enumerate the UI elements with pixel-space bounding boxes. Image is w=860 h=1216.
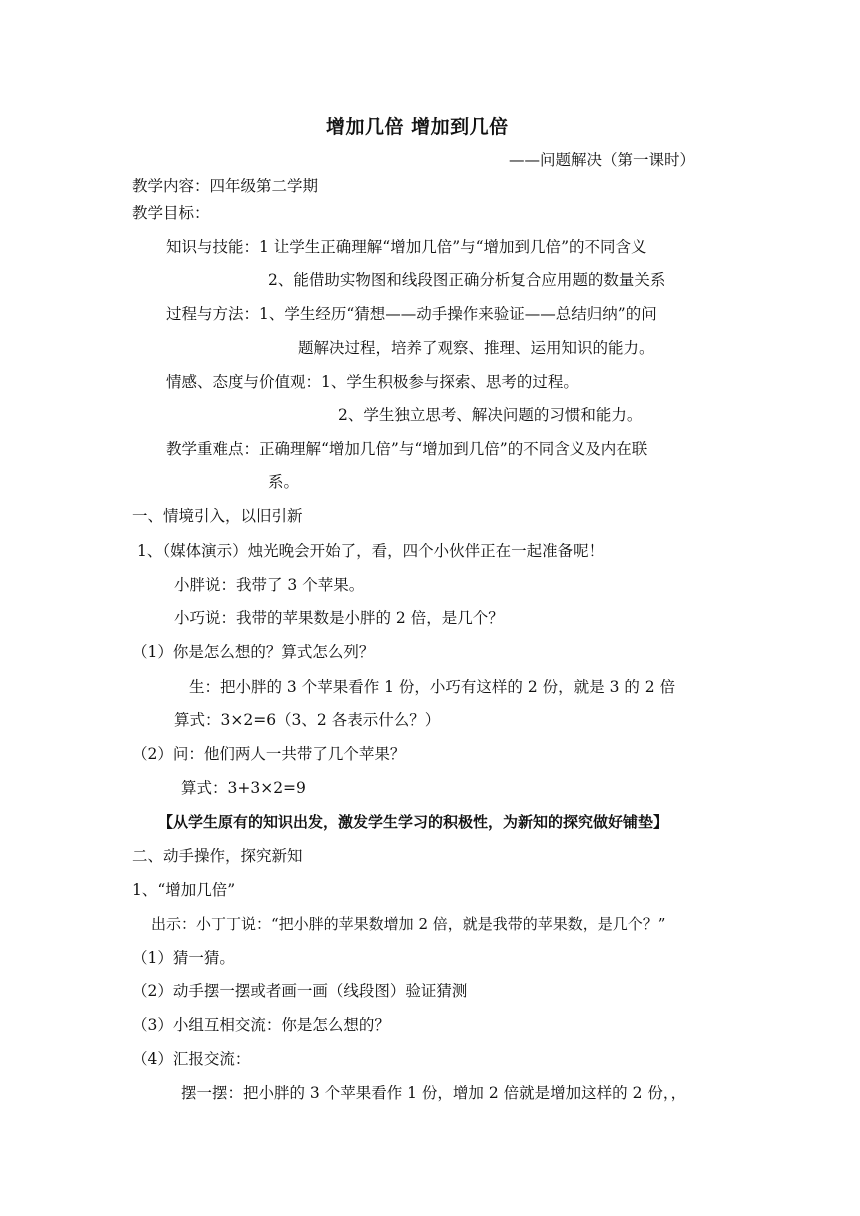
section-1-answer-1: 生：把小胖的 3 个苹果看作 1 份，小巧有这样的 2 份，就是 3 的 2 倍 — [189, 678, 676, 696]
objective-process-1: 过程与方法：1、学生经历“猜想——动手操作来验证——总结归纳”的问 — [166, 305, 657, 323]
section-2-item-1: 1、“增加几倍” — [132, 881, 236, 899]
section-1-heading: 一、情境引入，以旧引新 — [132, 507, 303, 525]
section-2-step-3: （3）小组互相交流：你是怎么想的？ — [132, 1016, 390, 1034]
section-1-note: 【从学生原有的知识出发，激发学生学习的积极性，为新知的探究做好铺垫】 — [158, 813, 669, 831]
section-2-step-2: （2）动手摆一摆或者画一画（线段图）验证猜测 — [132, 982, 468, 1000]
section-1-formula-1: 算式：3×2=6（3、2 各表示什么？） — [174, 711, 441, 729]
section-2-last-line: 摆一摆：把小胖的 3 个苹果看作 1 份，增加 2 倍就是增加这样的 2 份，， — [181, 1084, 687, 1102]
content-line: 教学内容：四年级第二学期 — [132, 177, 319, 195]
section-1-xiaoqiao: 小巧说：我带的苹果数是小胖的 2 倍，是几个？ — [174, 609, 504, 627]
section-2-step-4: （4）汇报交流： — [132, 1050, 251, 1068]
section-2-step-1: （1）猜一猜。 — [132, 949, 235, 967]
key-points-1: 教学重难点：正确理解“增加几倍”与“增加到几倍”的不同含义及内在联 — [166, 440, 648, 458]
section-2-show: 出示：小丁丁说：“把小胖的苹果数增加 2 倍，就是我带的苹果数，是几个？” — [151, 915, 666, 933]
section-1-xiaopang: 小胖说：我带了 3 个苹果。 — [174, 576, 365, 594]
section-1-question-2: （2）问：他们两人一共带了几个苹果？ — [132, 745, 406, 763]
objective-skill-1: 知识与技能：1 让学生正确理解“增加几倍”与“增加到几倍”的不同含义 — [166, 238, 647, 256]
objective-emotion-2: 2、学生独立思考、解决问题的习惯和能力。 — [338, 406, 643, 424]
key-points-2: 系。 — [268, 473, 300, 491]
document-title: 增加几倍 增加到几倍 — [326, 116, 509, 138]
section-1-formula-2: 算式：3+3×2=9 — [181, 779, 306, 797]
objective-skill-2: 2、能借助实物图和线段图正确分析复合应用题的数量关系 — [268, 271, 666, 289]
document-subtitle: ——问题解决（第一课时） — [509, 151, 696, 169]
objective-process-2: 题解决过程，培养了观察、推理、运用知识的能力。 — [298, 339, 655, 357]
objective-emotion-1: 情感、态度与价值观：1、学生积极参与探索、思考的过程。 — [166, 373, 579, 391]
section-1-question-1: （1）你是怎么想的？算式怎么列？ — [132, 643, 375, 661]
section-2-heading: 二、动手操作，探究新知 — [132, 847, 303, 865]
objectives-heading: 教学目标： — [132, 204, 210, 222]
section-1-item-1: 1、（媒体演示）烛光晚会开始了，看，四个小伙伴正在一起准备呢！ — [137, 542, 605, 560]
